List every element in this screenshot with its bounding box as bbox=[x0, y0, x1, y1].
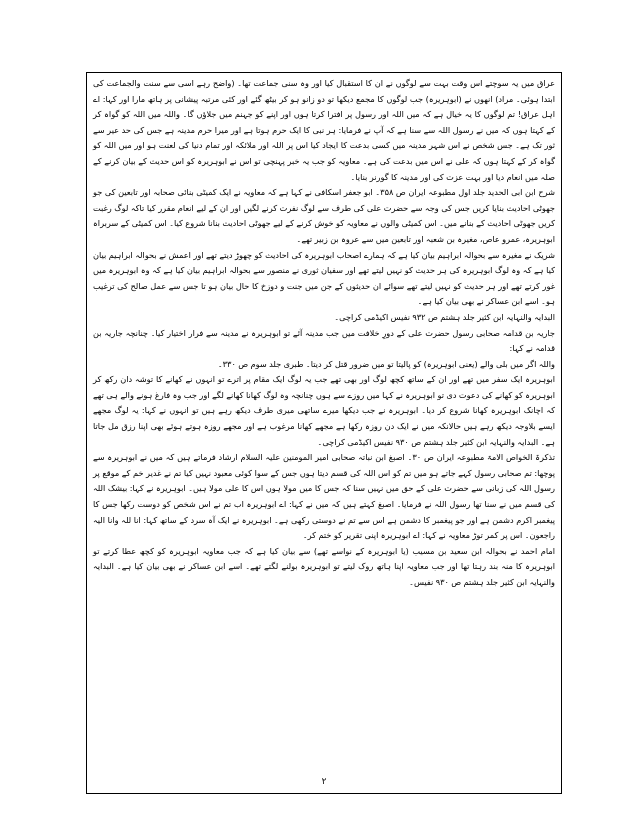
citation: البدایہ والنہایہ ابن کثیر جلد ہشتم ص ۹۳۲ نفیس اکیڈمی کراچی۔ bbox=[334, 311, 555, 322]
page-frame bbox=[86, 72, 562, 794]
paragraph: جاریہ بن قدامہ صحابی رسول حضرت علی کے دورِ خلافت میں جب مدینہ آئے تو ابوہریرہ نے مدینہ سے فرار اختیار کیا۔ چنانچہ جاریہ بن قدامہ نے کہا: bbox=[93, 327, 555, 354]
paragraph: عراق میں یہ سوچتے اس وقت بہت سے لوگوں نے ان کا استقبال کیا اور وہ سنی جماعت تھا۔ (واضح رہے اسی سے سنت والجماعت کی ابتدا ہوئی۔ مراد) انھوں نے (ابوہریرہ) جب لوگوں کا مجمع دیکھا تو دو زانو ہو کر بیٹھ گئے اور کئی مرتبہ پیشانی پر ہاتھ مارا اور کہا: اے اہل عراق! تم لوگوں کا یہ خیال ہے کہ میں اللہ اور رسول پر افترا کرتا ہوں اور اپنے کو جہنم میں جلاؤں گا۔ واللہ میں اللہ کو گواہ کر کے کہتا ہوں کہ میں نے رسول اللہ سے سنا ہے کہ آپ نے فرمایا: ہر نبی کا ایک حرم ہوتا ہے اور میرا حرم مدینہ ہے جس کی حد عیر سے ثور تک ہے۔ جس شخص نے اس شہر مدینہ میں کسی بدعت کا ایجاد کیا اس پر اللہ اور ملائکہ اور تمام دنیا کی لعنت ہو اور میں اللہ کو گواہ کر کے کہتا ہوں کہ علی نے اس میں بدعت کی ہے۔ معاویہ کو جب یہ خبر پہنچی تو اس نے ابوہریرہ کو اس حدیث کے بیان کرنے کے صلہ میں انعام دیا اور بہت عزت کی اور مدینہ کا گورنر بنایا۔ bbox=[93, 78, 555, 182]
paragraph: تذکرۃ الخواص الامۃ مطبوعہ ایران ص ۳۰۔ اصبغ ابن نباتہ صحابی امیر المومنین علیہ السلام ارشاد فرماتے ہیں کہ میں نے ابوہریرہ سے پوچھا: تم صحابی رسول کہے جاتے ہو میں تم کو اس اللہ کی قسم دیتا ہوں جس کے سوا کوئی معبود نہیں کیا تم نے غدیر خم کے موقع پر رسول اللہ کی زبانی سے حضرت علی کے حق میں نہیں سنا کہ جس کا میں مولا ہوں اس کا علی مولا ہیں۔ ابوہریرہ نے کہا: بیشک اللہ کی قسم میں نے سنا تھا رسول اللہ نے فرمایا۔ اصبغ کہتے ہیں کہ میں نے کہا: اے ابوہریرہ اب تم نے اس شخص کو دوست رکھا جس کا پیغمبر اکرم دشمن ہے اور جو پیغمبر کا دشمن ہے اس سے تم نے دوستی رکھی ہے۔ ابوہریرہ نے ایک آہ سرد کے ساتھ کہا: انا للہ وانا الیہ راجعون۔ اس پر کمر توڑ معاویہ نے کہا: اے ابوہریرہ اپنی تقریر کو ختم کر۔ bbox=[93, 452, 555, 541]
paragraph: شرح ابن ابی الحدید جلد اول مطبوعہ ایران ص ۳۵۸۔ ابو جعفر اسکافی نے کہا ہے کہ معاویہ نے ایک کمیٹی بنائی صحابہ اور تابعین کی جو جھوٹی احادیث بنایا کریں جس کی وجہ سے حضرت علی کی طرف سے لوگ نفرت کرنے لگیں اور ان کے لیے انعام مقرر کیا تاکہ لوگ رغبت کریں جھوٹی احادیث کے بنانے میں۔ اس کمیٹی والوں نے معاویہ کو خوش کرنے کے لیے جھوٹی احادیث بنانا شروع کیا۔ اس کمیٹی کے سربراہ ابوہریرہ، عمرو عاص، مغیرہ بن شعبہ اور تابعین میں سے عروہ بن زبیر تھے۔ bbox=[93, 187, 555, 244]
page-body bbox=[93, 76, 555, 591]
paragraph: ابوہریرہ ایک سفر میں تھے اور ان کے ساتھ کچھ لوگ اور بھی تھے جب یہ لوگ ایک مقام پر اترے تو انہوں نے کھانے کا توشہ دان رکھ کر ابوہریرہ کو کھانے کی دعوت دی تو ابوہریرہ نے کہا میں روزے سے ہوں چنانچہ وہ لوگ کھانا کھانے لگے اور جب وہ فارغ ہونے والے ہی تھے کہ اچانک ابوہریرہ کھانا شروع کر دیا۔ ابوہریرہ نے جب دیکھا میرے ساتھی میری طرف دیکھ رہے ہیں تو انہوں نے کہا: یہ لوگ مجھے ایسے بلاوجہ دیکھ رہے ہیں حالانکہ میں نے ایک دن روزہ رکھا ہے مجھے کھانا مرغوب ہے اور مجھے روزہ ہوتے ہوئے بھی اپنا رزق مل جاتا ہے۔ البدایہ والنہایہ ابن کثیر جلد ہشتم ص ۹۳۰ نفیس اکیڈمی کراچی۔ bbox=[93, 374, 555, 447]
paragraph: شریک نے مغیرہ سے بحوالہ ابراہیم بیان کیا ہے کہ ہمارے اصحاب ابوہریرہ کی احادیث کو چھوڑ دیتے تھے اور اعمش نے بحوالہ ابراہیم بیان کیا ہے کہ وہ لوگ ابوہریرہ کی ہر حدیث کو نہیں لیتے تھے اور سفیان ثوری نے منصور سے بحوالہ ابراہیم بیان کیا ہے کہ وہ ابوہریرہ میں غور کرتے تھے اور ہر حدیث کو نہیں لیتے تھے سوائے ان حدیثوں کے جن میں جنت و دوزخ کا حال بیان ہو تا جس سے عمل صالح کی ترغیب ہو۔ اسے ابن عساکر نے بھی بیان کیا ہے۔ bbox=[93, 249, 555, 307]
quotation: واللہ اگر میں بلی والے (یعنی ابوہریرہ) کو پالیتا تو میں ضرور قتل کر دیتا۔ طبری جلد سوم ص ۳۳۰۔ bbox=[217, 358, 555, 369]
paragraph: امام احمد نے بحوالہ ابن سعید بن مسیب (یا ابوہریرہ کے نواسے تھے) سے بیان کیا ہے کہ جب معاویہ ابوہریرہ کو کچھ عطا کرتے تو ابوہریرہ کا منہ بند رہتا تھا اور جب معاویہ اپنا ہاتھ روک لیتے تو ابوہریرہ بولنے لگتے تھے۔ اسے ابن عساکر نے بھی بیان کیا ہے۔ البدایہ والنہایہ ابن کثیر جلد ہشتم ص ۹۳۰ نفیس۔ bbox=[93, 545, 555, 587]
page-number: ۲ bbox=[321, 777, 327, 787]
